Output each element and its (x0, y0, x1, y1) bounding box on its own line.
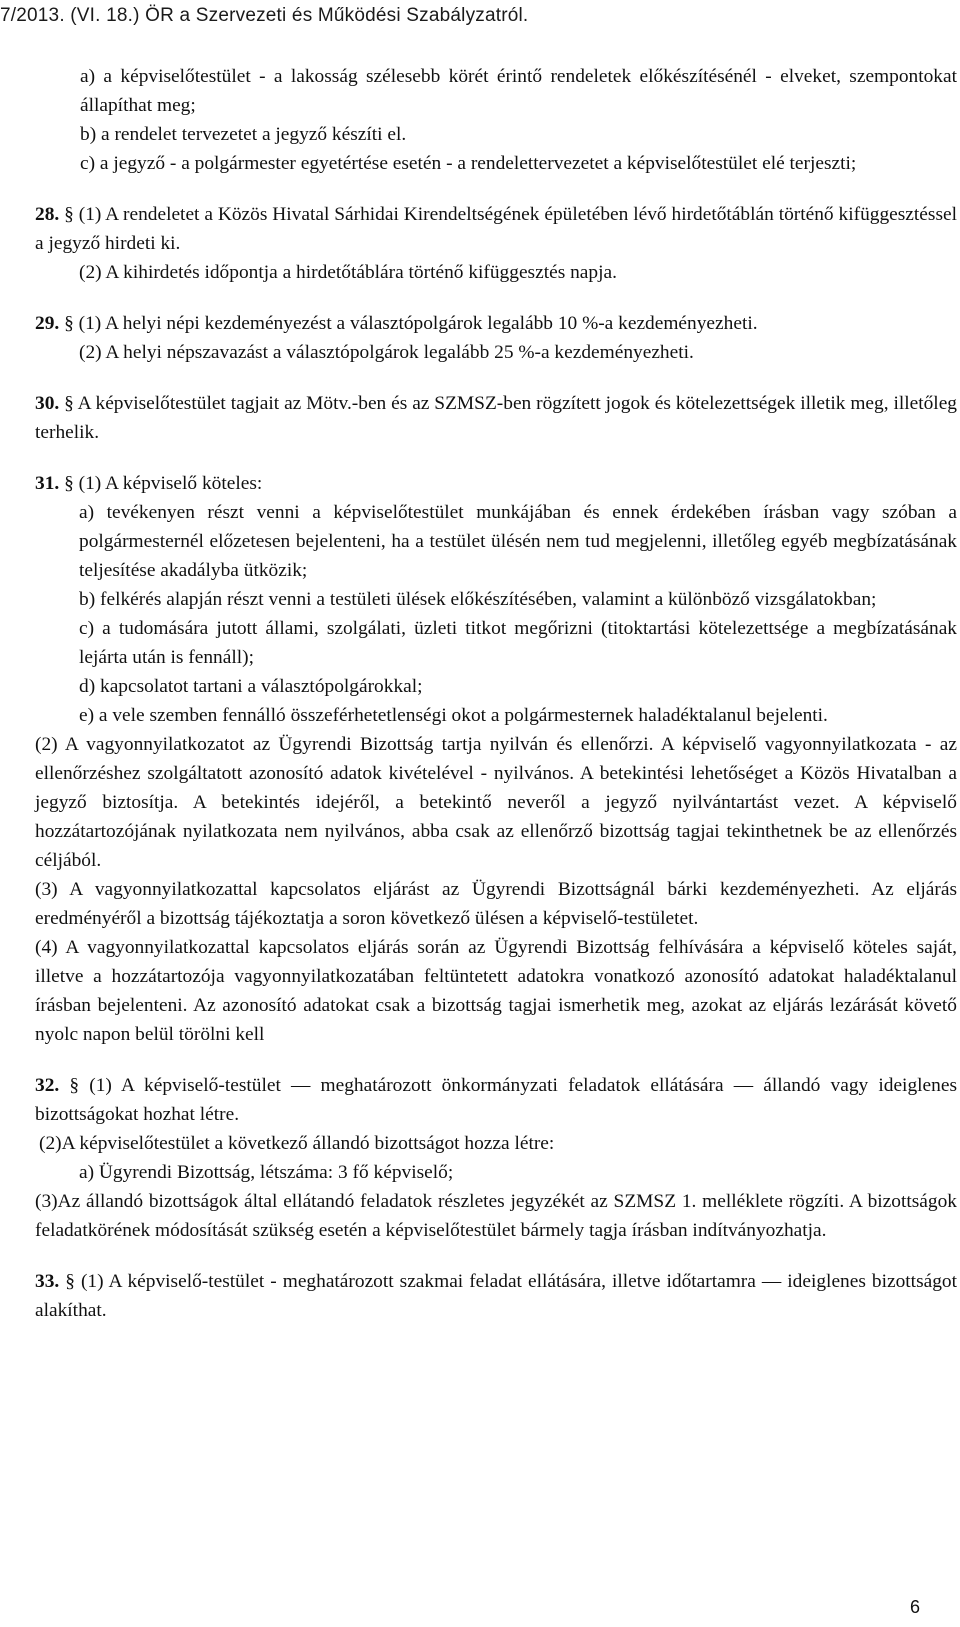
section-32-item-a: a) Ügyrendi Bizottság, létszáma: 3 fő képviselő; (79, 1162, 454, 1183)
paragraph-a: a) a képviselőtestület - a lakosság szélesebb körét érintő rendeletek előkészítésénél - elveket, szempontokat állapíthat meg; (80, 66, 957, 116)
paragraph-b: b) a rendelet tervezetet a jegyző készíti el. (80, 124, 407, 145)
section-32-number: 32. (35, 1075, 60, 1096)
section-32-para-2: (2)A képviselőtestület a következő állandó bizottságot hozza létre: (39, 1133, 555, 1154)
section-31-para-2: (2) A vagyonnyilatkozatot az Ügyrendi Bizottság tartja nyilván és ellenőrzi. A képviselő vagyonnyilatkozata - az ellenőrzéshez szolgáltatott azonosító adatok kivételével - nyilvános. A betekintési lehetőséget a Közös Hivatalban a jegyző biztosítja. A betekintés idejéről, a betekintő neveről a jegyző nyilvántartást vezet. A képviselő hozzátartozójának nyilatkozata nem nyilvános, abba csak az ellenőrző bizottság tagjai tekinthetnek be az ellenőrzés céljából. (35, 734, 957, 871)
section-31-para-1: 31. § (1) A képviselő köteles: (35, 473, 263, 494)
section-32-para-1: 32. § (1) A képviselő-testület — meghatározott önkormányzati feladatok ellátására — állandó vagy ideiglenes bizottságokat hozhat létre. (35, 1075, 957, 1125)
section-28-number: 28. (35, 204, 60, 225)
section-29-para-1: 29. § (1) A helyi népi kezdeményezést a választópolgárok legalább 10 %-a kezdeményezheti. (35, 313, 758, 334)
section-33-para-1: 33. § (1) A képviselő-testület - meghatározott szakmai feladat ellátására, illetve időtartamra — ideiglenes bizottságot alakíthat. (35, 1271, 957, 1321)
section-29-para-2: (2) A helyi népszavazást a választópolgárok legalább 25 %-a kezdeményezheti. (79, 342, 694, 363)
section-33-number: 33. (35, 1271, 60, 1292)
section-28-para-2: (2) A kihirdetés időpontja a hirdetőtáblára történő kifüggesztés napja. (79, 262, 617, 283)
section-31-item-c: c) a tudomására jutott állami, szolgálati, üzleti titkot megőrizni (titoktartási kötelezettsége a megbízatásának lejárta után is fennáll); (79, 618, 957, 668)
page-header (0, 0, 960, 34)
section-29-number: 29. (35, 313, 60, 334)
section-31-para-3: (3) A vagyonnyilatkozattal kapcsolatos eljárást az Ügyrendi Bizottságnál bárki kezdeményezheti. Az eljárás eredményéről a bizottság tájékoztatja a soron következő ülésen a képviselő-testületet. (35, 879, 957, 929)
section-30-number: 30. (35, 393, 60, 414)
section-31-item-a: a) tevékenyen részt venni a képviselőtestület munkájában és ennek érdekében írásban vagy szóban a polgármesternél előzetesen bejelenteni, ha a testület ülésén nem tud megjelenni, illetőleg egyéb megbízatásának teljesítése akadályba ütközik; (79, 502, 957, 581)
document-body (35, 62, 957, 1325)
section-31-item-e: e) a vele szemben fennálló összeférhetetlenségi okot a polgármesternek haladéktalanul bejelenti. (79, 705, 828, 726)
section-31-para-4: (4) A vagyonnyilatkozattal kapcsolatos eljárás során az Ügyrendi Bizottság felhívására a képviselő köteles saját, illetve a hozzátartozója vagyonnyilatkozatában feltüntetett adatokra vonatkozó azonosító adatokat haladéktalanul írásban bejelenteni. Az azonosító adatokat csak a bizottság tagjai ismerhetik meg, azokat az eljárás lezárását követő nyolc napon belül törölni kell (35, 937, 957, 1045)
section-30-para-1: 30. § A képviselőtestület tagjait az Mötv.-ben és az SZMSZ-ben rögzített jogok és kötelezettségek illetik meg, illetőleg terhelik. (35, 393, 957, 443)
section-32-para-3: (3)Az állandó bizottságok által ellátandó feladatok részletes jegyzékét az SZMSZ 1. melléklete rögzíti. A bizottságok feladatkörének módosítását szükség esetén a képviselőtestület bármely tagja írásban indítványozhatja. (35, 1191, 957, 1241)
section-31-item-d: d) kapcsolatot tartani a választópolgárokkal; (79, 676, 423, 697)
page-number: 6 (909, 1597, 920, 1617)
paragraph-c: c) a jegyző - a polgármester egyetértése esetén - a rendelettervezetet a képviselőtestület elé terjeszti; (80, 153, 857, 174)
section-31-number: 31. (35, 473, 60, 494)
section-28-para-1: 28. § (1) A rendeletet a Közös Hivatal Sárhidai Kirendeltségének épületében lévő hirdetőtáblán történő kifüggesztéssel a jegyző hirdeti ki. (35, 204, 957, 254)
document-title: 7/2013. (VI. 18.) ÖR a Szervezeti és Működési Szabályzatról. (0, 5, 529, 26)
section-31-item-b: b) felkérés alapján részt venni a testületi ülések előkészítésében, valamint a különböző vizsgálatokban; (79, 589, 877, 610)
